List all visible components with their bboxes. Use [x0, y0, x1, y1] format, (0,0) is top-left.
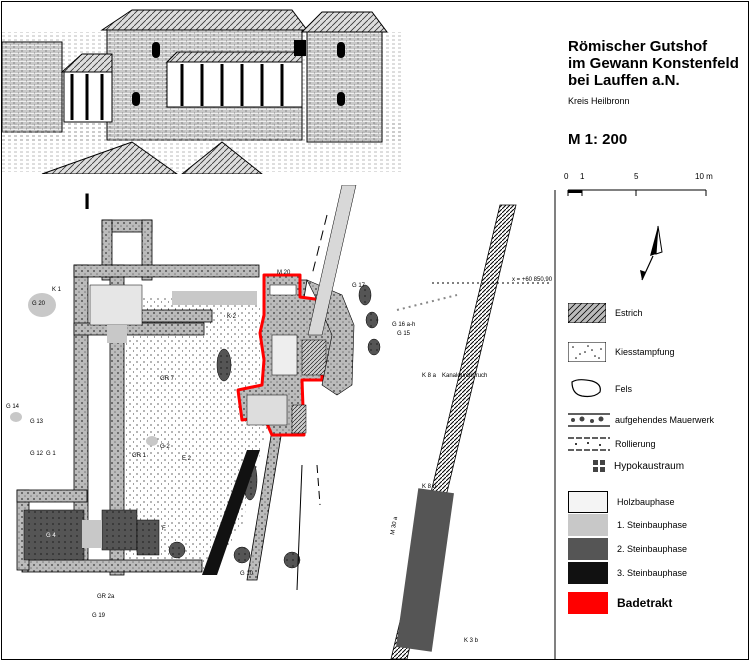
stein2-swatch [568, 538, 608, 560]
label-g19: G 19 [92, 613, 106, 619]
label-kanal: Kanaldurchbruch [442, 373, 488, 379]
legend-label: Hypokaustraum [614, 460, 685, 472]
legend-kiesstampfung [568, 342, 675, 362]
label-g16: G 16 a-h [392, 322, 416, 328]
legend-label: Fels [615, 384, 633, 394]
label-g13: G 13 [30, 419, 44, 425]
label-g14: G 14 [6, 404, 20, 410]
legend-estrich [568, 303, 643, 323]
legend-label: Holzbauphase [617, 497, 675, 507]
legend-steinbau-1 [568, 514, 687, 536]
label-k8a: K 8 a [422, 373, 437, 379]
label-gr7: GR 7 [160, 376, 175, 382]
map-scale: M 1: 200 [568, 131, 628, 148]
rubble-swatch [568, 434, 610, 454]
site-plan [2, 185, 552, 659]
label-g15: G 15 [397, 331, 411, 337]
label-g1: G 1 [46, 451, 56, 457]
legend-fels [568, 378, 632, 400]
label-g17: G 17 [352, 283, 366, 289]
label-k8b: K 8 b [422, 484, 437, 490]
section-label: I [84, 189, 91, 214]
legend-hypokaust [592, 459, 684, 473]
legend-label: aufgehendes Mauerwerk [615, 415, 715, 425]
legend-label: Kiesstampfung [615, 347, 675, 357]
hypocaust-icon [592, 459, 606, 473]
wall-swatch [568, 410, 610, 430]
legend-mauerwerk [568, 410, 714, 430]
legend-label: 2. Steinbauphase [617, 544, 688, 554]
stein3-swatch [568, 562, 608, 584]
scale-bar [566, 182, 716, 202]
label-k2: K 2 [227, 314, 237, 320]
stein1-swatch [568, 514, 608, 536]
label-g4: G 4 [46, 533, 56, 539]
legend-label: Rollierung [615, 439, 656, 449]
villa-reconstruction-drawing [2, 2, 402, 174]
map-title [568, 38, 739, 89]
label-k1: K 1 [52, 287, 62, 293]
title-line-2: im Gewann Konstenfeld [568, 55, 739, 72]
label-m20: M 20 [277, 270, 291, 276]
label-m30a: M 30 a [390, 516, 400, 536]
holz-swatch [568, 491, 608, 513]
legend-label: Badetrakt [617, 596, 673, 610]
label-gr2a: GR 2a [97, 594, 115, 600]
scale-tick-10: 10 m [695, 172, 713, 181]
legend-label: 3. Steinbauphase [617, 568, 688, 578]
north-arrow-icon [628, 224, 668, 284]
legend-steinbau-2 [568, 538, 687, 560]
label-f: F [162, 526, 166, 532]
legend-label: Estrich [615, 308, 643, 318]
scale-tick-5: 5 [634, 172, 639, 181]
label-g12: G 12 [30, 451, 44, 457]
legend-divider [554, 190, 556, 660]
legend-steinbau-3 [568, 562, 687, 584]
label-gr1: GR 1 [132, 453, 147, 459]
label-g20: G 20 [32, 301, 46, 307]
label-coord: x = +60 850,90 [512, 277, 552, 283]
bade-swatch [568, 592, 608, 614]
map-subtitle: Kreis Heilbronn [568, 96, 630, 106]
rock-swatch [568, 378, 606, 400]
title-line-3: bei Lauffen a.N. [568, 72, 680, 89]
label-k3b: K 3 b [464, 638, 479, 644]
scale-tick-1: 1 [580, 172, 585, 181]
label-g2: G 2 [160, 444, 170, 450]
legend-rollierung [568, 434, 656, 454]
title-line-1: Römischer Gutshof [568, 38, 708, 55]
hatch-swatch [568, 303, 606, 323]
scale-tick-0: 0 [564, 172, 569, 181]
dots-swatch [568, 342, 606, 362]
legend-label: 1. Steinbauphase [617, 520, 688, 530]
label-e2: E 2 [182, 456, 192, 462]
legend-badetrakt [568, 592, 672, 614]
label-g10: G 10 [240, 571, 254, 577]
legend-holzbauphase [568, 491, 675, 513]
